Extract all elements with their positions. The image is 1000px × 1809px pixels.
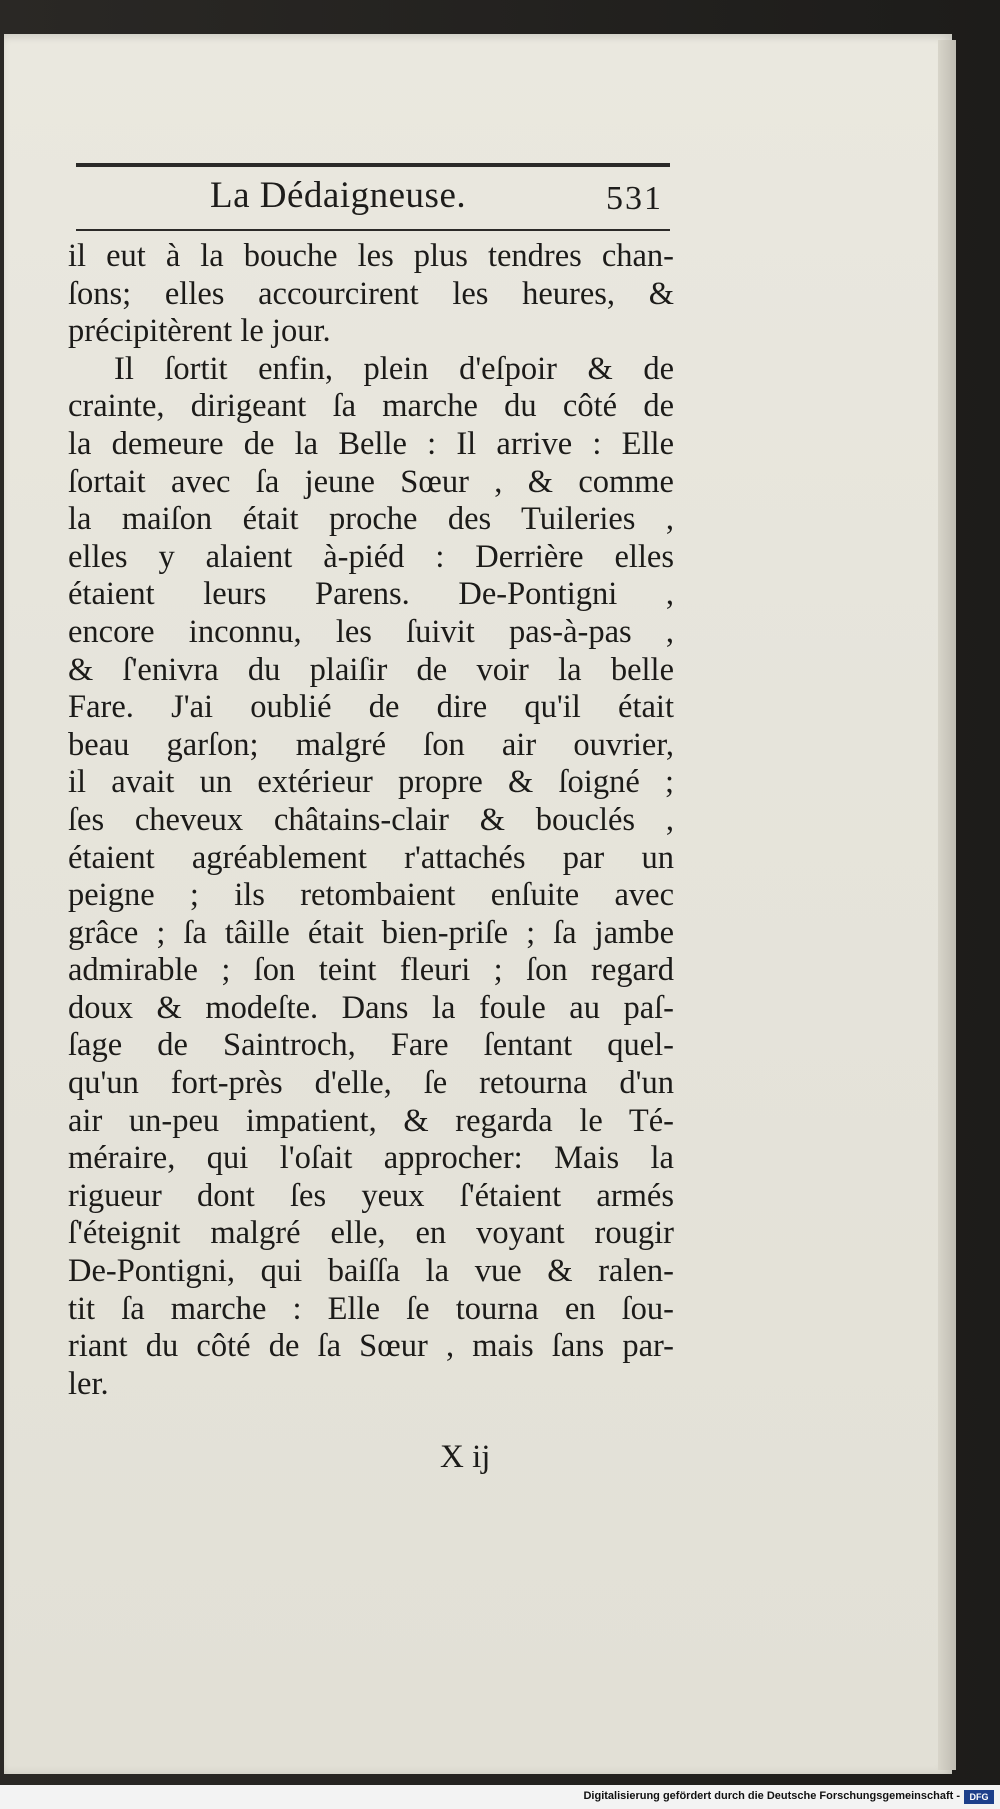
text-line: encore inconnu, les ſuivit pas-à-pas , (68, 613, 674, 650)
text-line: beau garſon; malgré ſon air ouvrier, (68, 726, 674, 763)
text-line: peigne ; ils retombaient enſuite avec (68, 877, 674, 914)
text-line: & ſ'enivra du plaiſir de voir la belle (68, 651, 674, 688)
text-line: il avait un extérieur propre & ſoigné ; (68, 764, 674, 801)
text-line: tit ſa marche : Elle ſe tourna en ſou- (68, 1290, 674, 1327)
text-line: ſons; elles accourcirent les heures, & (68, 275, 674, 312)
header-rule-top (76, 163, 670, 167)
dfg-logo-icon: DFG (964, 1790, 994, 1804)
text-line: ſes cheveux châtains-clair & bouclés , (68, 801, 674, 838)
text-line: admirable ; ſon teint fleuri ; ſon regard (68, 952, 674, 989)
text-line: ſortait avec ſa jeune Sœur , & comme (68, 463, 674, 500)
text-line: étaient agréablement r'attachés par un (68, 839, 674, 876)
text-line: la demeure de la Belle : Il arrive : Elle (68, 425, 674, 462)
body-text (68, 238, 674, 1403)
text-line: elles y alaient à-piéd : Derrière elles (68, 538, 674, 575)
text-line: la maiſon était proche des Tuileries , (68, 501, 674, 538)
text-line: ſage de Saintroch, Fare ſentant quel- (68, 1027, 674, 1064)
header-rule-bottom (76, 229, 670, 231)
text-line: étaient leurs Parens. De-Pontigni , (68, 576, 674, 613)
text-line: Il ſortit enfin, plein d'eſpoir & de (114, 350, 674, 387)
text-line: Fare. J'ai oublié de dire qu'il était (68, 689, 674, 726)
text-line: ler. (68, 1365, 109, 1402)
text-line: grâce ; ſa tâille était bien-priſe ; ſa jambe (68, 914, 674, 951)
text-line: rigueur dont ſes yeux ſ'étaient armés (68, 1177, 674, 1214)
page-edge (938, 40, 956, 1770)
running-title: La Dédaigneuse. (210, 175, 467, 216)
footer-credit: Digitalisierung gefördert durch die Deutsche Forschungsgemeinschaft - (583, 1790, 960, 1802)
text-line: ſ'éteignit malgré elle, en voyant rougir (68, 1215, 674, 1252)
text-line: air un-peu impatient, & regarda le Té- (68, 1102, 674, 1139)
text-line: riant du côté de ſa Sœur , mais ſans par- (68, 1328, 674, 1365)
text-line: De-Pontigni, qui baiſſa la vue & ralen- (68, 1253, 674, 1290)
text-line: précipitèrent le jour. (68, 313, 331, 350)
text-line: doux & modeſte. Dans la foule au paſ- (68, 989, 674, 1026)
signature-mark: X ij (440, 1439, 491, 1475)
text-line: méraire, qui l'oſait approcher: Mais la (68, 1140, 674, 1177)
text-line: crainte, dirigeant ſa marche du côté de (68, 388, 674, 425)
page-number: 531 (606, 180, 663, 217)
text-line: il eut à la bouche les plus tendres chan- (68, 238, 674, 274)
text-line: qu'un fort-près d'elle, ſe retourna d'un (68, 1065, 674, 1102)
